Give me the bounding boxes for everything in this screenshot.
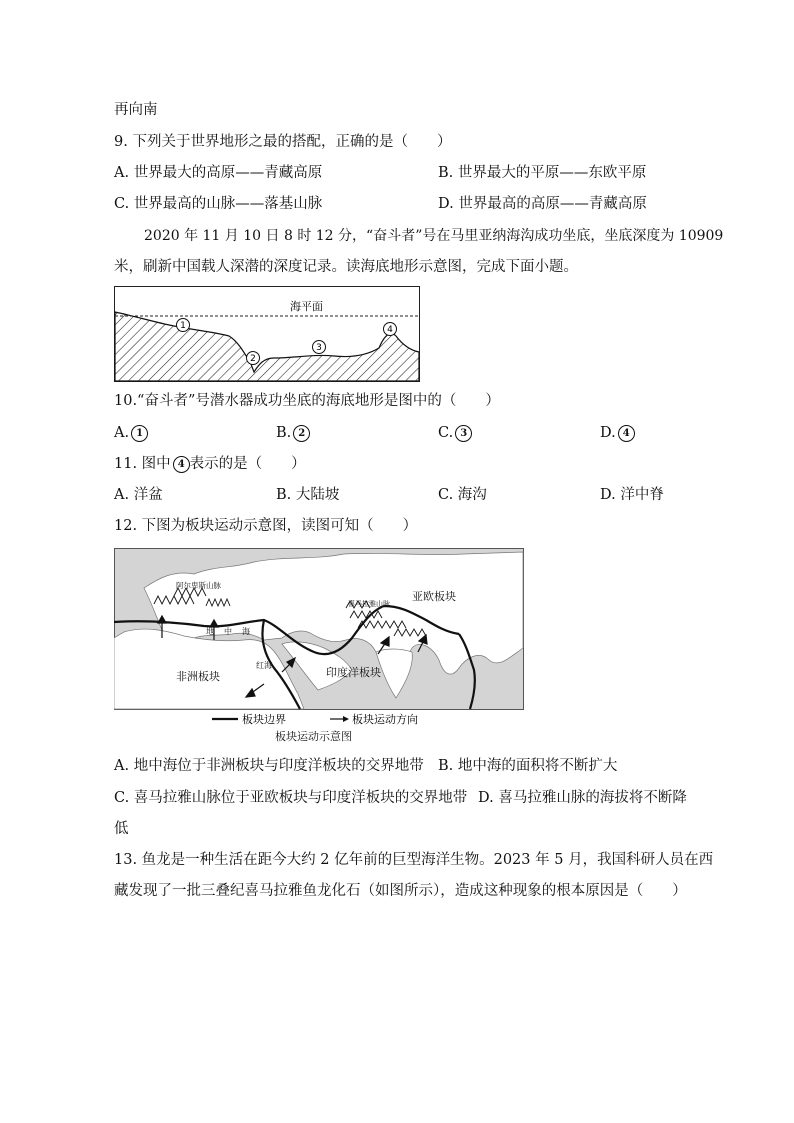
option-9a: A. 世界最大的高原——青藏高原 <box>114 165 323 181</box>
marker-1-glyph: 1 <box>131 425 148 442</box>
marker-2-label: 2 <box>250 354 256 364</box>
question-9: 9. 下列关于世界地形之最的搭配，正确的是（ ） <box>114 134 452 150</box>
option-11d: D. 洋中脊 <box>600 487 664 503</box>
med-label: 地中海 <box>206 627 260 636</box>
option-12a: A. 地中海位于非洲板块与印度洋板块的交界地带 <box>114 758 424 774</box>
option-11c: C. 海沟 <box>438 487 487 503</box>
eurasia-label: 亚欧板块 <box>412 590 456 603</box>
option-9c: C. 世界最高的山脉——落基山脉 <box>114 196 323 212</box>
question-13: 13. 鱼龙是一种生活在距今大约 2 亿年前的巨型海洋生物。2023 年 5 月，我国科研人员在西 <box>114 852 714 868</box>
option-12d: D. 喜马拉雅山脉的海拔将不断降 <box>478 790 687 806</box>
option-10b <box>276 423 310 443</box>
option-11b: B. 大陆坡 <box>276 487 340 503</box>
legend-arrow-head <box>343 716 349 722</box>
option-12d-cont: 低 <box>114 821 129 837</box>
sea-level-label: 海平面 <box>290 300 323 313</box>
seafloor-diagram <box>114 286 420 382</box>
q11-prefix: 11. 图中 <box>114 456 171 472</box>
question-10: 10.“奋斗者”号潜水器成功坐底的海底地形是图中的（ ） <box>114 393 500 409</box>
option-9d: D. 世界最高的高原——青藏高原 <box>438 196 647 212</box>
indian-label: 印度洋板块 <box>326 666 381 679</box>
option-10c-letter: C. <box>438 425 454 441</box>
option-10a-letter: A. <box>114 425 130 441</box>
red-sea-label: 红海 <box>256 661 272 670</box>
question-12: 12. 下图为板块运动示意图，读图可知（ ） <box>114 518 418 534</box>
legend-boundary-label: 板块边界 <box>242 713 286 726</box>
plate-map <box>114 548 524 710</box>
q11-suffix: 表示的是（ ） <box>189 456 306 472</box>
marker-3-glyph: 3 <box>455 425 472 442</box>
marker-4-glyph: 4 <box>618 425 635 442</box>
marker-1-label: 1 <box>180 321 186 331</box>
marker-4-glyph: 4 <box>173 456 190 473</box>
option-10c <box>438 423 472 443</box>
marker-2-glyph: 2 <box>293 425 310 442</box>
option-10d-letter: D. <box>600 425 616 441</box>
question-13-cont: 藏发现了一批三叠纪喜马拉雅鱼龙化石（如图所示），造成这种现象的根本原因是（ ） <box>114 883 687 899</box>
question-11 <box>114 454 306 474</box>
himalaya-label: 喜马拉雅山脉 <box>348 600 390 608</box>
alps-label: 阿尔卑斯山脉 <box>176 581 221 590</box>
intro-line-2: 米，刷新中国载人深潜的深度记录。读海底地形示意图，完成下面小题。 <box>114 259 578 275</box>
option-11a: A. 洋盆 <box>114 487 163 503</box>
option-9b: B. 世界最大的平原——东欧平原 <box>438 165 647 181</box>
option-12b: B. 地中海的面积将不断扩大 <box>438 758 618 774</box>
map-caption: 板块运动示意图 <box>275 730 352 743</box>
option-10d <box>600 423 635 443</box>
marker-4-label: 4 <box>387 325 393 335</box>
map-legend <box>210 712 440 726</box>
marker-3-label: 3 <box>316 343 322 353</box>
africa-label: 非洲板块 <box>176 670 220 683</box>
text-line: 再向南 <box>114 102 158 118</box>
option-10a <box>114 423 148 443</box>
legend-direction-label: 板块运动方向 <box>352 713 418 726</box>
option-10b-letter: B. <box>276 425 292 441</box>
intro-line-1: 2020 年 11 月 10 日 8 时 12 分，“奋斗者”号在马里亚纳海沟成功坐底，坐底深度为 10909 <box>144 228 724 244</box>
option-12c: C. 喜马拉雅山脉位于亚欧板块与印度洋板块的交界地带 <box>114 790 468 806</box>
